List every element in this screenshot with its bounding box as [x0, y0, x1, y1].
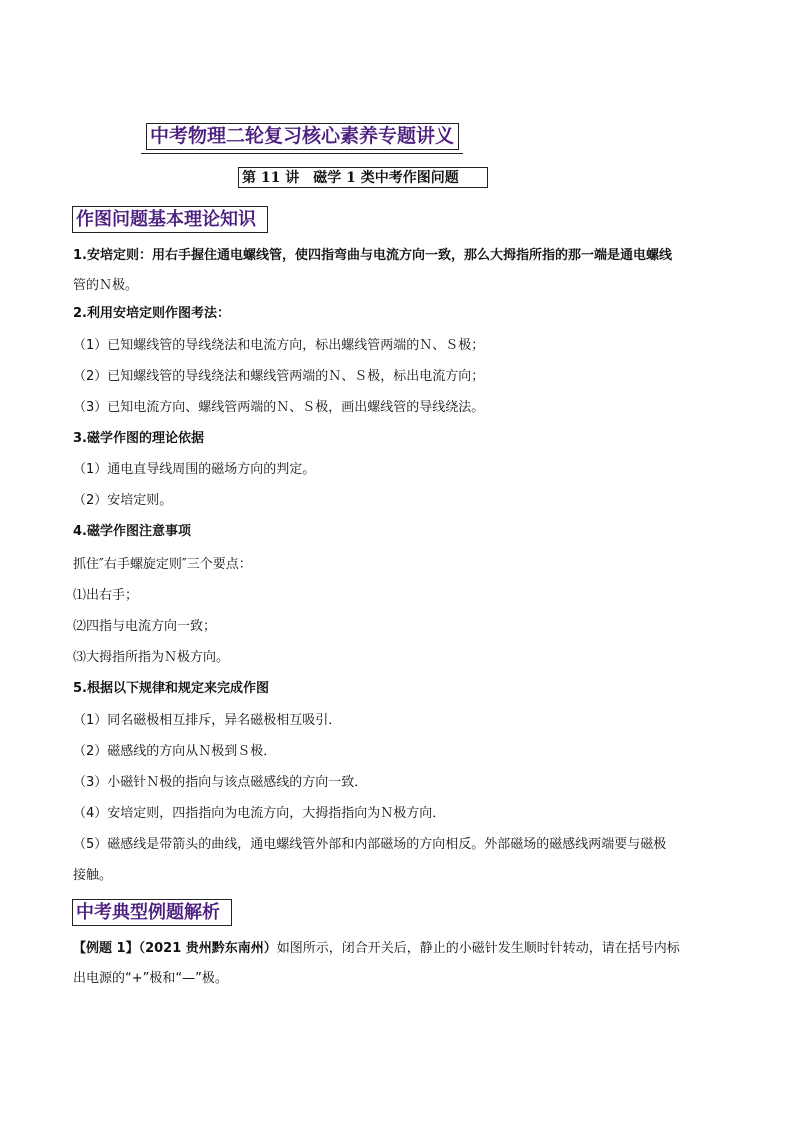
list-item: （1）通电直导线周围的磁场方向的判定。 — [73, 462, 316, 477]
paragraph-ampere-rule-line2: 管的Ｎ极。 — [73, 278, 139, 293]
section-heading-examples: 中考典型例题解析 — [72, 899, 232, 926]
list-item: ⑵四指与电流方向一致； — [73, 619, 217, 634]
list-item: （1）同名磁极相互排斥，异名磁极相互吸引． — [73, 713, 342, 728]
paragraph-ampere-rule-line1 — [73, 247, 672, 265]
list-item: ⑶大拇指所指为Ｎ极方向。 — [73, 650, 230, 665]
example-1-line2: 出电源的“+”极和“—”极。 — [73, 971, 228, 986]
heading-methods: 2.利用安培定则作图考法： — [73, 306, 230, 321]
notes-intro: 抓住″右手螺旋定则″三个要点： — [73, 557, 252, 572]
list-item: （3）已知电流方向、螺线管两端的Ｎ、Ｓ极，画出螺线管的导线绕法。 — [73, 400, 485, 415]
list-item: （3）小磁针Ｎ极的指向与该点磁感线的方向一致． — [73, 775, 368, 790]
heading-rules: 5.根据以下规律和规定来完成作图 — [73, 681, 269, 696]
example-1-line1 — [73, 940, 680, 958]
list-item-continuation: 接触。 — [73, 868, 113, 883]
list-item: ⑴出右手； — [73, 588, 139, 603]
list-item: （2）安培定则。 — [73, 493, 173, 508]
list-item: （2）磁感线的方向从Ｎ极到Ｓ极． — [73, 744, 277, 759]
ampere-rule-text: 1.安培定则：用右手握住通电螺线管，使四指弯曲与电流方向一致，那么大拇指所指的那一端是通电螺线 — [73, 248, 672, 263]
section-heading-theory: 作图问题基本理论知识 — [72, 206, 268, 233]
main-title: 中考物理二轮复习核心素养专题讲义 — [146, 123, 459, 150]
example-text: 如图所示，闭合开关后，静止的小磁针发生顺时针转动，请在括号内标 — [276, 941, 680, 956]
list-item: （2）已知螺线管的导线绕法和螺线管两端的Ｎ、Ｓ极，标出电流方向； — [73, 369, 485, 384]
heading-notes: 4.磁学作图注意事项 — [73, 524, 191, 539]
list-item: （5）磁感线是带箭头的曲线，通电螺线管外部和内部磁场的方向相反。外部磁场的磁感线两端要与磁极 — [73, 837, 667, 852]
list-item: （1）已知螺线管的导线绕法和电流方向，标出螺线管两端的Ｎ、Ｓ极； — [73, 338, 485, 353]
heading-basis: 3.磁学作图的理论依据 — [73, 431, 204, 446]
lecture-subtitle: 第 11 讲 磁学 1 类中考作图问题 — [238, 167, 488, 188]
list-item: （4）安培定则，四指指向为电流方向，大拇指指向为Ｎ极方向． — [73, 806, 446, 821]
example-source: （2021 贵州黔东南州） — [138, 941, 277, 956]
example-label: 【例题 1】 — [73, 941, 139, 956]
